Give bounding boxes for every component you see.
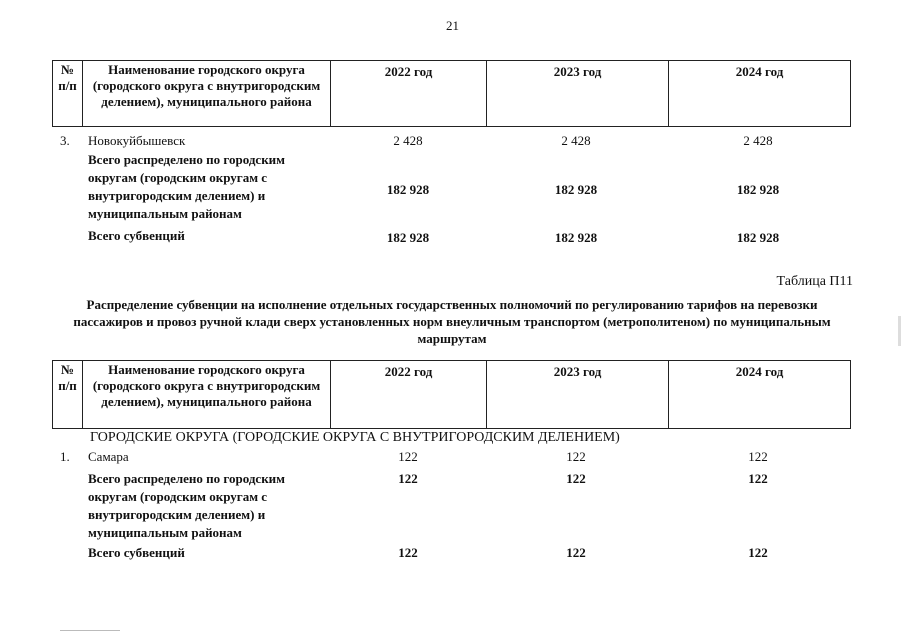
row-value-2024: 182 928 — [736, 182, 780, 197]
row-name: Всего распределено по городским округам (городским округам с внутригородским делением) и муниципальным районам — [88, 152, 286, 221]
row-value-2022: 2 428 — [393, 133, 423, 148]
table-header-bottom — [52, 360, 851, 429]
row-value-2024: 122 — [748, 471, 768, 486]
header-year-2024: 2024 год — [669, 361, 851, 429]
row-value-2022: 122 — [398, 471, 418, 486]
header-year-2024: 2024 год — [669, 61, 851, 127]
row-value-2022: 182 928 — [386, 182, 430, 197]
header-year-2022: 2022 год — [331, 61, 487, 127]
header-num: № п/п — [53, 61, 83, 127]
row-value-2023: 182 928 — [554, 182, 598, 197]
header-name: Наименование городского округа (городского округа с внутригородским делением), муниципального района — [83, 361, 331, 429]
row-name: Всего субвенций — [88, 545, 185, 560]
row-name: Всего субвенций — [88, 228, 185, 243]
row-value-2024: 2 428 — [743, 133, 773, 148]
row-name: Всего распределено по городским округам (городским округам с внутригородским делением) и муниципальным районам — [88, 471, 286, 540]
scan-artifact — [60, 630, 120, 631]
scan-artifact — [898, 316, 901, 346]
row-name: Самара — [88, 449, 129, 464]
row-value-2022: 182 928 — [386, 230, 430, 245]
table-label: Таблица П11 — [776, 274, 853, 289]
page-number: 21 — [446, 18, 459, 33]
header-year-2023: 2023 год — [487, 61, 669, 127]
row-num: 1. — [60, 449, 70, 464]
row-value-2022: 122 — [398, 449, 418, 464]
section-heading: ГОРОДСКИЕ ОКРУГА (ГОРОДСКИЕ ОКРУГА С ВНУТРИГОРОДСКИМ ДЕЛЕНИЕМ) — [90, 430, 620, 445]
row-value-2023: 122 — [566, 471, 586, 486]
table-header-top — [52, 60, 851, 127]
header-num: № п/п — [53, 361, 83, 429]
header-year-2023: 2023 год — [487, 361, 669, 429]
row-value-2023: 122 — [566, 545, 586, 560]
row-value-2023: 2 428 — [561, 133, 591, 148]
row-num: 3. — [60, 133, 70, 148]
row-value-2024: 182 928 — [736, 230, 780, 245]
header-name: Наименование городского округа (городского округа с внутригородским делением), муниципального района — [83, 61, 331, 127]
row-value-2024: 122 — [748, 545, 768, 560]
row-value-2023: 182 928 — [554, 230, 598, 245]
table-title: Распределение субвенции на исполнение отдельных государственных полномочий по регулированию тарифов на перевозки пассажиров и провоз ручной клади сверх установленных норм внеуличным транспортом (метрополитеном) по муниципальным маршрутам — [73, 297, 831, 346]
row-value-2022: 122 — [398, 545, 418, 560]
row-name: Новокуйбышевск — [88, 133, 186, 148]
row-value-2023: 122 — [566, 449, 586, 464]
row-value-2024: 122 — [748, 449, 768, 464]
header-year-2022: 2022 год — [331, 361, 487, 429]
